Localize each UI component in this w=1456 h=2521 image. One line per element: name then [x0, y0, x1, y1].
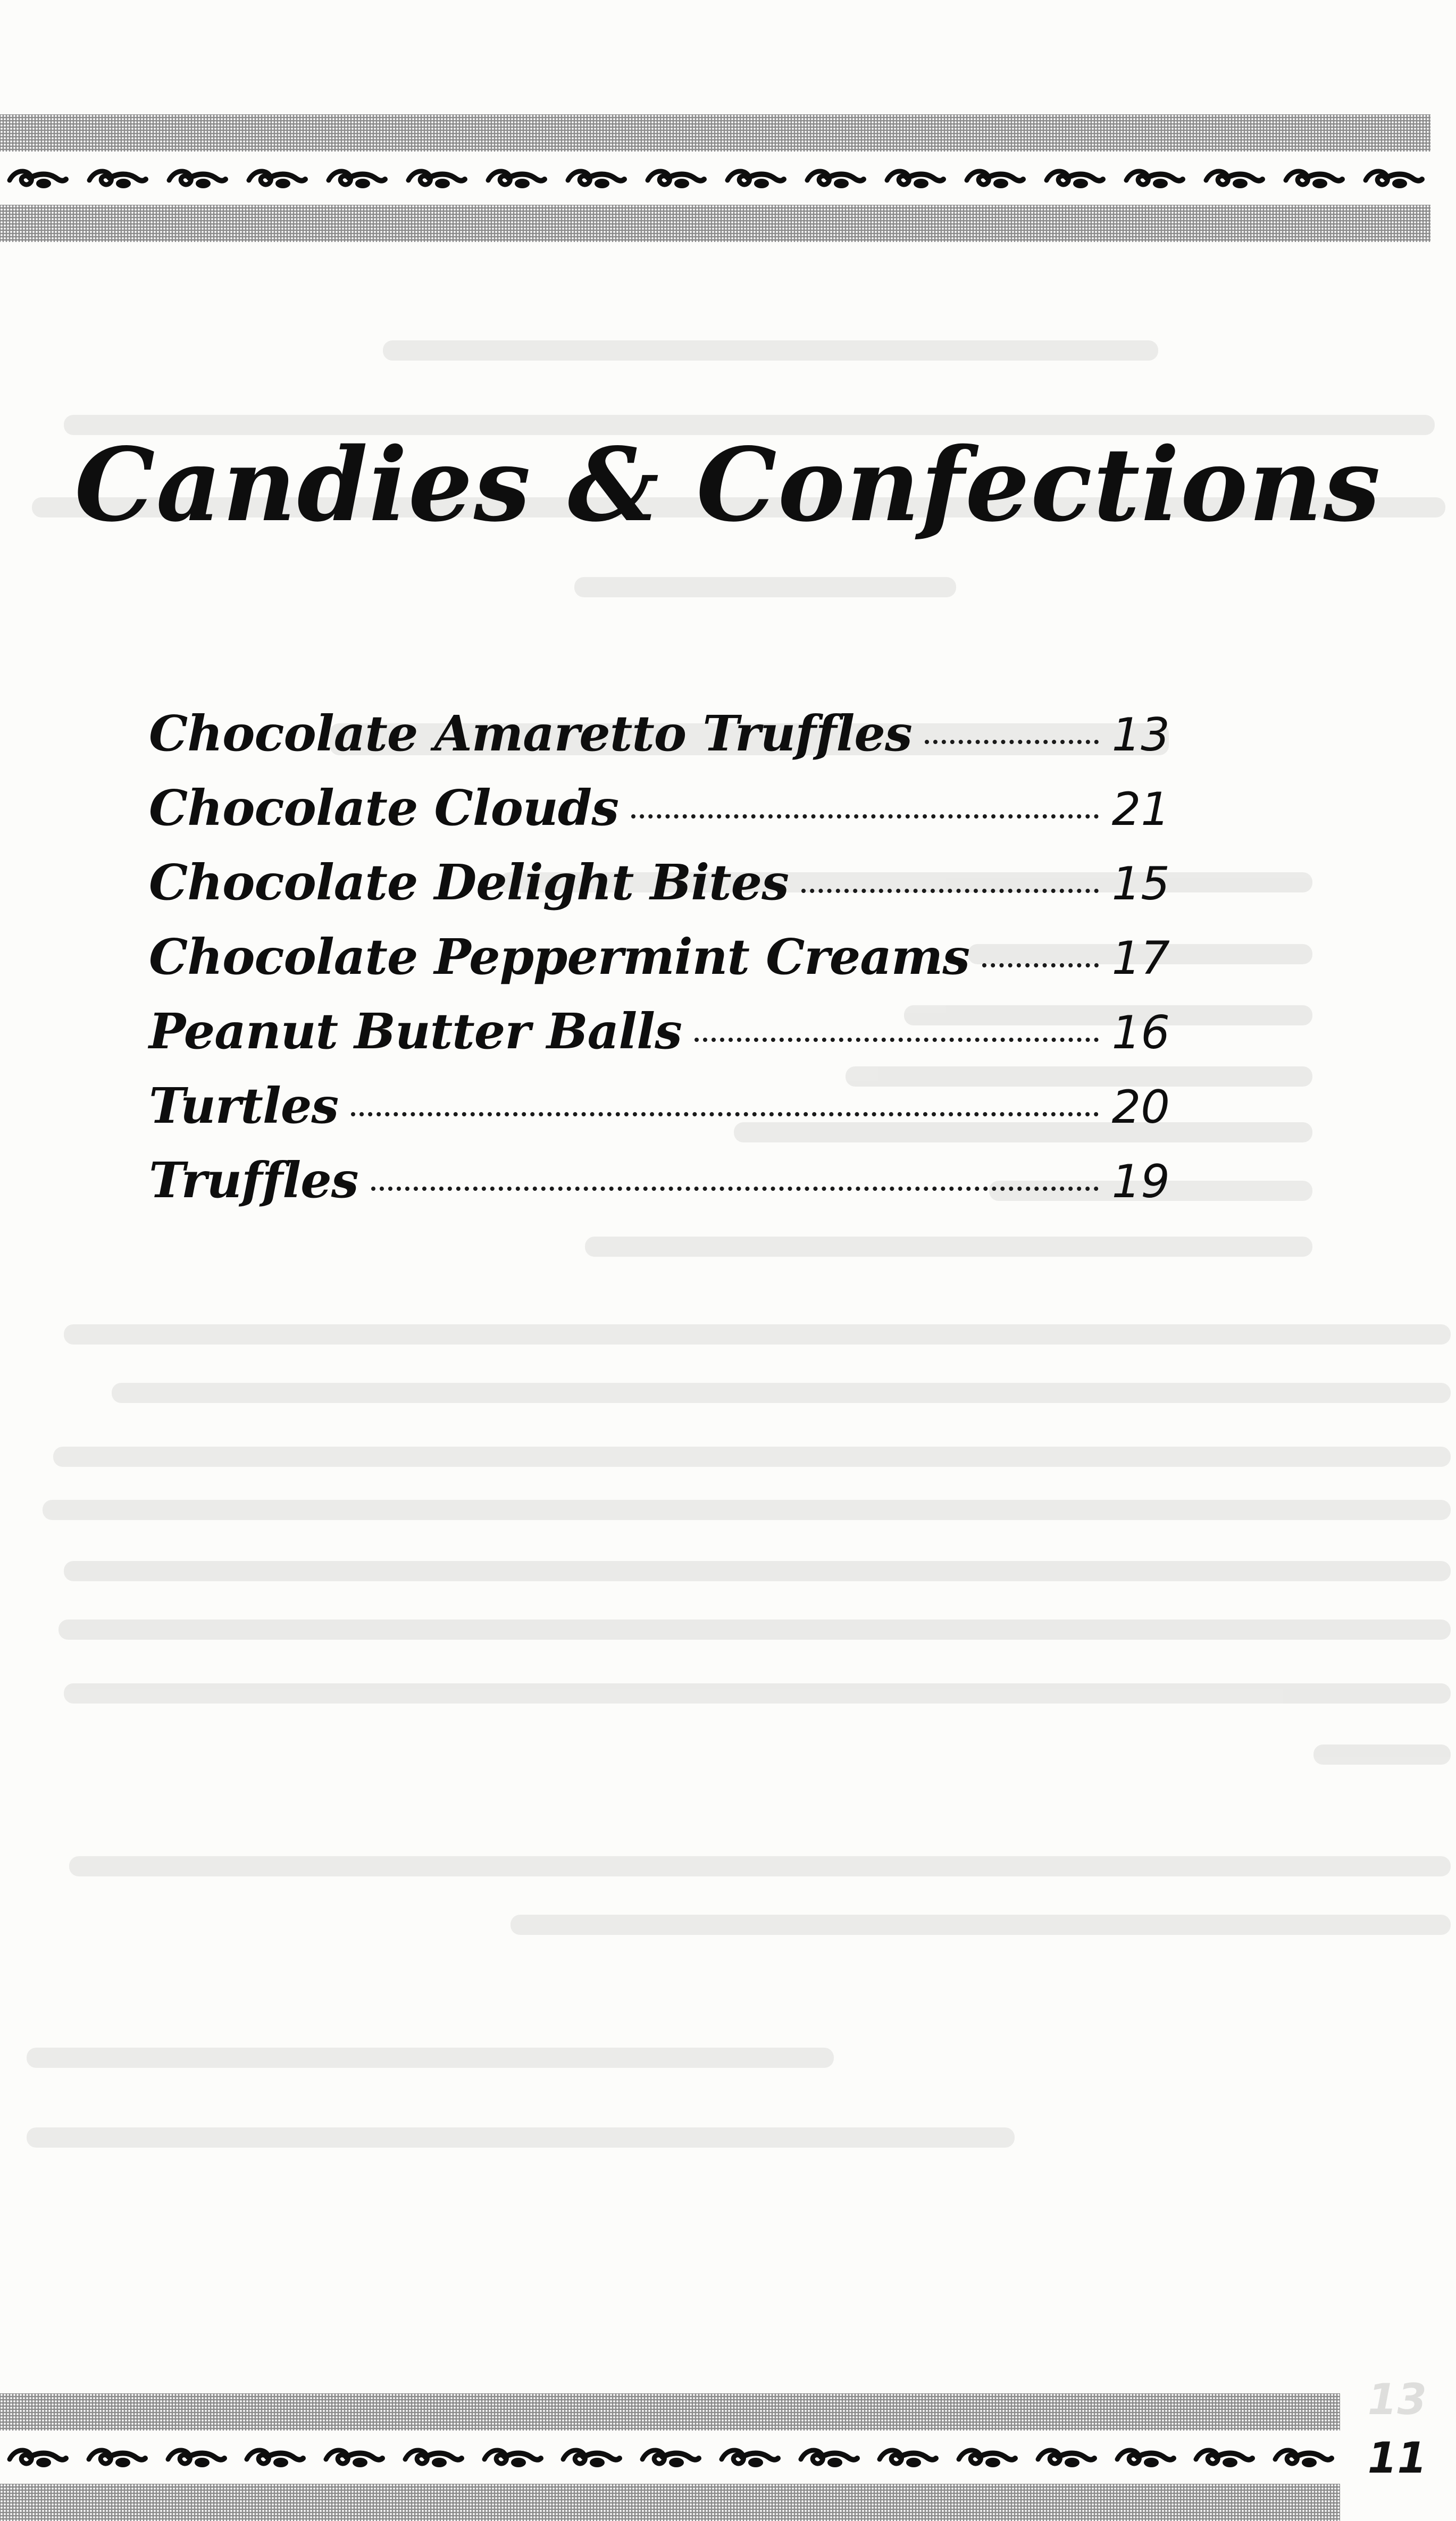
ornamental-curl-icon: [1271, 2436, 1335, 2478]
recipe-name: Turtles: [149, 1077, 339, 1134]
motif-row: [0, 2431, 1340, 2484]
recipe-page-number: 15: [1111, 857, 1170, 911]
ornamental-curl-icon: [883, 157, 947, 199]
ornamental-curl-icon: [1122, 157, 1186, 199]
index-entry: [149, 1151, 1170, 1226]
ornamental-curl-icon: [404, 157, 468, 199]
ornamental-curl-icon: [723, 157, 787, 199]
recipe-name: Chocolate Amaretto Truffles: [149, 705, 912, 762]
ornamental-curl-icon: [401, 2436, 465, 2478]
ornamental-curl-icon: [717, 2436, 781, 2478]
index-entry: [149, 854, 1170, 928]
motif-row: [0, 152, 1430, 205]
top-decorative-band: [0, 114, 1430, 242]
ornamental-curl-icon: [165, 157, 229, 199]
index-entry: [149, 928, 1170, 1003]
dot-leader: [982, 963, 1099, 967]
ornamental-curl-icon: [245, 157, 308, 199]
ornamental-curl-icon: [480, 2436, 544, 2478]
ornamental-curl-icon: [5, 157, 69, 199]
ornamental-curl-icon: [164, 2436, 228, 2478]
reverse-page-number: 13: [1367, 2375, 1427, 2424]
ornamental-curl-icon: [85, 157, 149, 199]
index-entry: [149, 779, 1170, 854]
ornamental-curl-icon: [322, 2436, 386, 2478]
dot-leader: [801, 889, 1099, 893]
ornamental-curl-icon: [559, 2436, 623, 2478]
dot-leader: [925, 740, 1099, 744]
ornamental-curl-icon: [803, 157, 867, 199]
stipple-strip: [0, 2393, 1340, 2431]
recipe-name: Peanut Butter Balls: [149, 1003, 682, 1060]
ornamental-curl-icon: [1034, 2436, 1098, 2478]
recipe-name: Truffles: [149, 1151, 358, 1209]
index-entry: [149, 1077, 1170, 1151]
ornamental-curl-icon: [1202, 157, 1266, 199]
recipe-index: [149, 705, 1170, 1226]
bottom-decorative-band: [0, 2393, 1340, 2521]
ornamental-curl-icon: [5, 2436, 69, 2478]
ornamental-curl-icon: [963, 157, 1026, 199]
ornamental-curl-icon: [875, 2436, 939, 2478]
recipe-page-number: 16: [1111, 1006, 1170, 1059]
ornamental-curl-icon: [1282, 157, 1345, 199]
ornamental-curl-icon: [85, 2436, 148, 2478]
index-entry: [149, 1003, 1170, 1077]
ornamental-curl-icon: [564, 157, 627, 199]
ornamental-curl-icon: [1361, 157, 1425, 199]
recipe-page-number: 20: [1111, 1081, 1170, 1134]
ornamental-curl-icon: [242, 2436, 306, 2478]
stipple-strip: [0, 205, 1430, 242]
stipple-strip: [0, 114, 1430, 152]
recipe-name: Chocolate Delight Bites: [149, 854, 789, 911]
recipe-name: Chocolate Clouds: [149, 779, 619, 837]
dot-leader: [694, 1038, 1099, 1042]
recipe-page-number: 17: [1111, 932, 1170, 985]
page-number: 11: [1367, 2433, 1427, 2483]
ornamental-curl-icon: [955, 2436, 1018, 2478]
ornamental-curl-icon: [484, 157, 548, 199]
ornamental-curl-icon: [1042, 157, 1106, 199]
recipe-page-number: 13: [1111, 708, 1170, 762]
ornamental-curl-icon: [797, 2436, 860, 2478]
ornamental-curl-icon: [1192, 2436, 1256, 2478]
ornamental-curl-icon: [638, 2436, 702, 2478]
ornamental-curl-icon: [1113, 2436, 1177, 2478]
dot-leader: [631, 814, 1099, 819]
recipe-name: Chocolate Peppermint Creams: [149, 928, 970, 986]
dot-leader: [371, 1187, 1099, 1191]
ornamental-curl-icon: [324, 157, 388, 199]
section-title: Candies & Confections: [74, 425, 1382, 544]
ornamental-curl-icon: [643, 157, 707, 199]
index-entry: [149, 705, 1170, 779]
recipe-page-number: 21: [1111, 783, 1170, 836]
recipe-page-number: 19: [1111, 1155, 1170, 1208]
stipple-strip: [0, 2484, 1340, 2521]
dot-leader: [351, 1112, 1099, 1116]
